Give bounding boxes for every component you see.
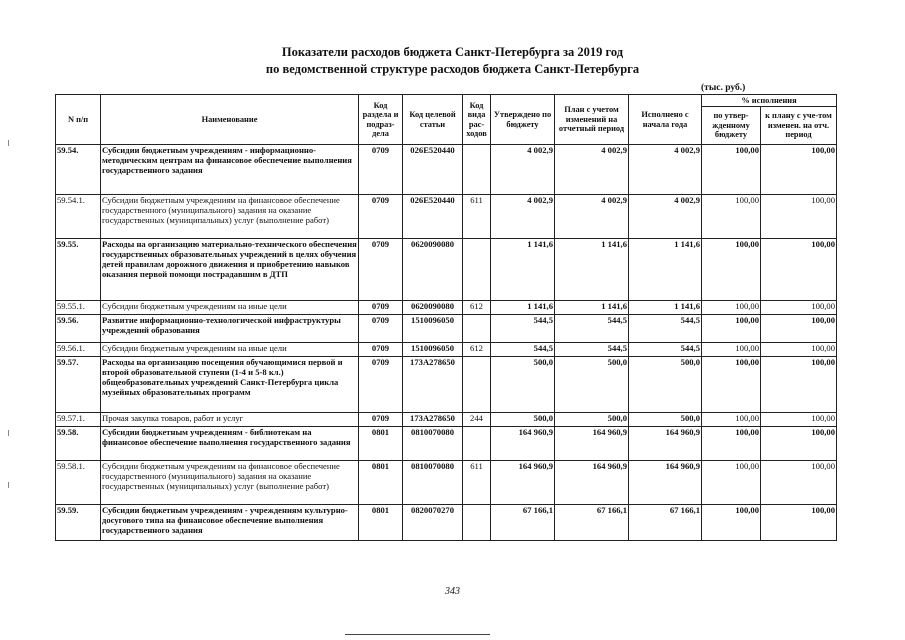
table-row bbox=[56, 195, 837, 239]
row-plan-value: 164 960,9 bbox=[555, 461, 629, 505]
table-row bbox=[56, 145, 837, 195]
row-pct-plan: 100,00 bbox=[761, 427, 837, 461]
row-article-code: 173А278650 bbox=[403, 357, 463, 413]
row-executed-value: 67 166,1 bbox=[629, 505, 702, 541]
row-name: Развитие информационно-технологической инфраструктуры учреждений образования bbox=[101, 315, 359, 343]
row-approved-value: 164 960,9 bbox=[491, 427, 555, 461]
row-approved-value: 67 166,1 bbox=[491, 505, 555, 541]
row-pct-approved: 100,00 bbox=[702, 461, 761, 505]
row-kind-code: 611 bbox=[463, 195, 491, 239]
row-kind-code: 612 bbox=[463, 343, 491, 357]
header-plan: План с учетом изменений на отчетный период bbox=[555, 95, 629, 145]
row-article-code: 0810070080 bbox=[403, 461, 463, 505]
row-kind-code: 611 bbox=[463, 461, 491, 505]
table-body bbox=[56, 145, 837, 541]
row-index: 59.55. bbox=[56, 239, 101, 301]
table-row bbox=[56, 315, 837, 343]
table-row bbox=[56, 413, 837, 427]
footer-rule bbox=[345, 634, 490, 635]
header-article-code: Код целевой статьи bbox=[403, 95, 463, 145]
row-pct-approved: 100,00 bbox=[702, 413, 761, 427]
scan-margin-mark bbox=[8, 482, 9, 488]
table-row bbox=[56, 301, 837, 315]
row-approved-value: 500,0 bbox=[491, 357, 555, 413]
header-section-code: Код раздела и подраз-дела bbox=[359, 95, 403, 145]
row-executed-value: 1 141,6 bbox=[629, 239, 702, 301]
table-row bbox=[56, 427, 837, 461]
row-plan-value: 4 002,9 bbox=[555, 195, 629, 239]
row-name: Субсидии бюджетным учреждениям - учреждениям культурно-досугового типа на финансовое обеспечение выполнения государственного задания bbox=[101, 505, 359, 541]
table-row bbox=[56, 461, 837, 505]
row-pct-plan: 100,00 bbox=[761, 145, 837, 195]
row-name: Прочая закупка товаров, работ и услуг bbox=[101, 413, 359, 427]
header-pct-approved: по утвер-жденному бюджету bbox=[702, 107, 761, 145]
row-pct-approved: 100,00 bbox=[702, 343, 761, 357]
row-section-code: 0709 bbox=[359, 195, 403, 239]
row-pct-approved: 100,00 bbox=[702, 505, 761, 541]
row-section-code: 0801 bbox=[359, 427, 403, 461]
row-article-code: 026Е520440 bbox=[403, 195, 463, 239]
row-pct-plan: 100,00 bbox=[761, 343, 837, 357]
row-kind-code: 244 bbox=[463, 413, 491, 427]
row-section-code: 0709 bbox=[359, 145, 403, 195]
row-name: Субсидии бюджетным учреждениям - информационно-методическим центрам на финансовое обеспечение выполнения государственного задания bbox=[101, 145, 359, 195]
scan-margin-mark bbox=[8, 430, 9, 436]
row-pct-plan: 100,00 bbox=[761, 195, 837, 239]
row-kind-code bbox=[463, 357, 491, 413]
row-pct-approved: 100,00 bbox=[702, 301, 761, 315]
row-plan-value: 544,5 bbox=[555, 343, 629, 357]
row-article-code: 0820070270 bbox=[403, 505, 463, 541]
row-executed-value: 544,5 bbox=[629, 343, 702, 357]
row-executed-value: 4 002,9 bbox=[629, 145, 702, 195]
row-section-code: 0709 bbox=[359, 239, 403, 301]
header-idx: N п/п bbox=[56, 95, 101, 145]
row-executed-value: 500,0 bbox=[629, 357, 702, 413]
row-plan-value: 500,0 bbox=[555, 357, 629, 413]
units-label: (тыс. руб.) bbox=[701, 83, 746, 93]
row-approved-value: 1 141,6 bbox=[491, 301, 555, 315]
header-kind-code: Код вида рас-ходов bbox=[463, 95, 491, 145]
row-plan-value: 544,5 bbox=[555, 315, 629, 343]
row-kind-code bbox=[463, 145, 491, 195]
header-pct-plan: к плану с уче-том изменен. на отч. период bbox=[761, 107, 837, 145]
row-name: Субсидии бюджетным учреждениям на иные цели bbox=[101, 343, 359, 357]
row-executed-value: 500,0 bbox=[629, 413, 702, 427]
row-pct-approved: 100,00 bbox=[702, 357, 761, 413]
header-approved: Утверждено по бюджету bbox=[491, 95, 555, 145]
row-index: 59.59. bbox=[56, 505, 101, 541]
row-pct-approved: 100,00 bbox=[702, 427, 761, 461]
row-article-code: 1510096050 bbox=[403, 315, 463, 343]
row-section-code: 0801 bbox=[359, 505, 403, 541]
row-section-code: 0709 bbox=[359, 301, 403, 315]
row-approved-value: 4 002,9 bbox=[491, 195, 555, 239]
row-approved-value: 4 002,9 bbox=[491, 145, 555, 195]
header-name: Наименование bbox=[101, 95, 359, 145]
scan-margin-mark bbox=[8, 140, 9, 146]
row-kind-code bbox=[463, 239, 491, 301]
row-approved-value: 500,0 bbox=[491, 413, 555, 427]
row-approved-value: 164 960,9 bbox=[491, 461, 555, 505]
row-index: 59.57. bbox=[56, 357, 101, 413]
header-pct-group: % исполнения bbox=[702, 95, 837, 107]
row-section-code: 0709 bbox=[359, 413, 403, 427]
row-article-code: 1510096050 bbox=[403, 343, 463, 357]
row-name: Субсидии бюджетным учреждениям - библиотекам на финансовое обеспечение выполнения государственного задания bbox=[101, 427, 359, 461]
row-plan-value: 500,0 bbox=[555, 413, 629, 427]
row-pct-plan: 100,00 bbox=[761, 315, 837, 343]
row-article-code: 0620090080 bbox=[403, 301, 463, 315]
document-title-line-1: Показатели расходов бюджета Санкт-Петербурга за 2019 год bbox=[281, 45, 624, 59]
row-section-code: 0801 bbox=[359, 461, 403, 505]
row-index: 59.57.1. bbox=[56, 413, 101, 427]
row-name: Субсидии бюджетным учреждениям на финансовое обеспечение государственного (муниципального) задания на оказание государственных (муниципальных) услуг (выполнение работ) bbox=[101, 461, 359, 505]
row-pct-plan: 100,00 bbox=[761, 239, 837, 301]
table-row bbox=[56, 343, 837, 357]
row-index: 59.55.1. bbox=[56, 301, 101, 315]
row-plan-value: 1 141,6 bbox=[555, 239, 629, 301]
row-pct-approved: 100,00 bbox=[702, 239, 761, 301]
table-row bbox=[56, 357, 837, 413]
row-article-code: 173А278650 bbox=[403, 413, 463, 427]
row-kind-code bbox=[463, 505, 491, 541]
row-pct-plan: 100,00 bbox=[761, 301, 837, 315]
row-executed-value: 544,5 bbox=[629, 315, 702, 343]
row-plan-value: 4 002,9 bbox=[555, 145, 629, 195]
row-name: Субсидии бюджетным учреждениям на иные цели bbox=[101, 301, 359, 315]
row-article-code: 0620090080 bbox=[403, 239, 463, 301]
row-article-code: 026Е520440 bbox=[403, 145, 463, 195]
row-executed-value: 4 002,9 bbox=[629, 195, 702, 239]
row-index: 59.54.1. bbox=[56, 195, 101, 239]
row-section-code: 0709 bbox=[359, 315, 403, 343]
row-pct-approved: 100,00 bbox=[702, 195, 761, 239]
row-approved-value: 544,5 bbox=[491, 343, 555, 357]
header-executed: Исполнено с начала года bbox=[629, 95, 702, 145]
row-kind-code: 612 bbox=[463, 301, 491, 315]
row-executed-value: 1 141,6 bbox=[629, 301, 702, 315]
row-approved-value: 544,5 bbox=[491, 315, 555, 343]
document-title-line-2: по ведомственной структуре расходов бюджета Санкт-Петербурга bbox=[265, 62, 640, 76]
row-kind-code bbox=[463, 315, 491, 343]
row-pct-approved: 100,00 bbox=[702, 145, 761, 195]
row-name: Субсидии бюджетным учреждениям на финансовое обеспечение государственного (муниципального) задания на оказание государственных (муниципальных) услуг (выполнение работ) bbox=[101, 195, 359, 239]
row-plan-value: 164 960,9 bbox=[555, 427, 629, 461]
table-row bbox=[56, 505, 837, 541]
row-pct-plan: 100,00 bbox=[761, 357, 837, 413]
row-executed-value: 164 960,9 bbox=[629, 461, 702, 505]
row-index: 59.58. bbox=[56, 427, 101, 461]
row-index: 59.54. bbox=[56, 145, 101, 195]
row-executed-value: 164 960,9 bbox=[629, 427, 702, 461]
row-index: 59.58.1. bbox=[56, 461, 101, 505]
row-approved-value: 1 141,6 bbox=[491, 239, 555, 301]
row-section-code: 0709 bbox=[359, 343, 403, 357]
budget-table bbox=[55, 94, 837, 541]
row-index: 59.56. bbox=[56, 315, 101, 343]
row-index: 59.56.1. bbox=[56, 343, 101, 357]
row-plan-value: 67 166,1 bbox=[555, 505, 629, 541]
row-name: Расходы на организацию посещения обучающимися первой и второй образовательной ступени (1-4 и 5-8 кл.) общеобразовательных учреждений Санкт-Петербурга цикла музейных образовательных программ bbox=[101, 357, 359, 413]
row-kind-code bbox=[463, 427, 491, 461]
page-number: 343 bbox=[445, 586, 460, 597]
row-plan-value: 1 141,6 bbox=[555, 301, 629, 315]
row-pct-plan: 100,00 bbox=[761, 413, 837, 427]
row-pct-approved: 100,00 bbox=[702, 315, 761, 343]
row-article-code: 0810070080 bbox=[403, 427, 463, 461]
row-section-code: 0709 bbox=[359, 357, 403, 413]
row-name: Расходы на организацию материально-технического обеспечения государственных образовательных учреждений в целях обучения детей правилам дорожного движения и приобретению навыков оказания первой помощи пострадавшим в ДТП bbox=[101, 239, 359, 301]
table-row bbox=[56, 239, 837, 301]
row-pct-plan: 100,00 bbox=[761, 505, 837, 541]
row-pct-plan: 100,00 bbox=[761, 461, 837, 505]
